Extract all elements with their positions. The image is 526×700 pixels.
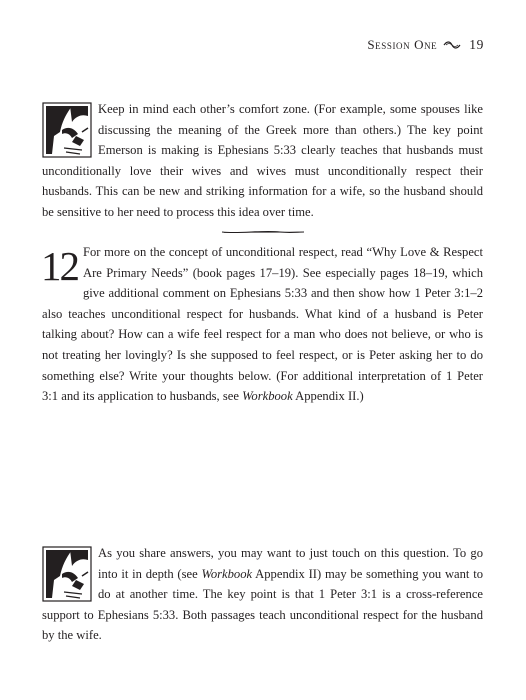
page-number: 19: [469, 37, 484, 52]
workbook-title: Workbook: [201, 566, 253, 581]
question-number: 12: [41, 243, 78, 289]
leader-note-1: [42, 99, 483, 223]
note-text-part1: As you share answers, you may want to just touch on this question. To go into it in depth (see: [98, 546, 483, 581]
note-text-part2: Appendix II) may be something you want to do at another time. The key point is that 1 Peter 3:1 is a cross-reference support to Ephesians 5:33. Both passages teach unconditional respect for the husband by the wife.: [42, 566, 483, 643]
question-text-part2: Appendix II.): [292, 389, 364, 404]
leader-note-icon: [42, 102, 92, 158]
swash-divider: [0, 229, 526, 235]
leader-note-2: [42, 543, 483, 646]
session-title: Session One: [367, 37, 438, 52]
note-text: Keep in mind each other’s comfort zone. (For example, some spouses like discussing the meaning of the Greek more than others.) The key point Emerson is making is Ephesians 5:33 clearly teaches that husbands must unconditionally love their wives and wives must unconditionally respect their husbands. This can be new and striking information for a wife, so the husband should be sensitive to her need to process this idea over time.: [42, 102, 483, 219]
swash-ornament-icon: [443, 40, 461, 50]
leader-note-icon: [42, 546, 92, 602]
question-text-part1: For more on the concept of unconditional respect, read “Why Love & Respect Are Primary Needs” (book pages 17–19). See especially pages 18–19, which give additional comment on Ephesians 5:33 and then show how 1 Peter 3:1–2 also teaches unconditional respect for husbands. What kind of a husband is Peter talking about? How can a wife feel respect for a man who does not believe, or who is not treating her lovingly? Is she supposed to feel respect, or is Peter asking her to do something else? Write your thoughts below. (For additional interpretation of 1 Peter 3:1 and its application to husbands, see: [42, 245, 483, 404]
question-12: [42, 242, 483, 407]
workbook-title: Workbook: [242, 389, 293, 404]
running-header: [367, 37, 484, 53]
